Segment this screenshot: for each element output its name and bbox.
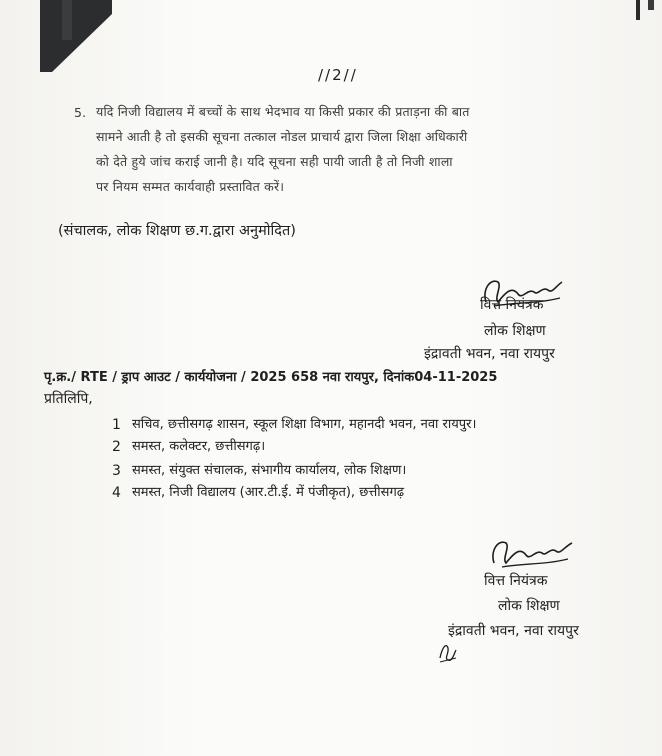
signature-2-address: इंद्रावती भवन, नवा रायपुर bbox=[448, 623, 579, 639]
signature-2-designation: वित्त नियंत्रक bbox=[484, 573, 548, 589]
paragraph-line: सामने आती है तो इसकी सूचना तत्काल नोडल प्राचार्य द्वारा जिला शिक्षा अधिकारी bbox=[96, 129, 468, 144]
signature-1-address: इंद्रावती भवन, नवा रायपुर bbox=[424, 346, 555, 362]
signature-1-office: लोक शिक्षण bbox=[484, 323, 546, 339]
recipient-number: 4 bbox=[112, 485, 121, 501]
paragraph-line: को देते हुये जांच कराई जानी है। यदि सूचना सही पायी जाती है तो निजी शाला bbox=[96, 154, 453, 169]
reference-line: पृ.क्र./ RTE / ड्राप आउट / कार्ययोजना / 2025 658 नवा रायपुर, दिनांक04-11-2025 bbox=[44, 370, 498, 385]
paragraph-line: यदि निजी विद्यालय में बच्चों के साथ भेदभाव या किसी प्रकार की प्रताड़ना की बात bbox=[96, 104, 470, 119]
paragraph-line: पर नियम सम्मत कार्यवाही प्रस्तावित करें। bbox=[96, 179, 285, 194]
scan-edge-mark bbox=[636, 0, 640, 20]
recipient-text: सचिव, छत्तीसगढ़ शासन, स्कूल शिक्षा विभाग, महानदी भवन, नवा रायपुर। bbox=[132, 417, 477, 432]
page-number: //2// bbox=[318, 66, 358, 84]
scan-edge-mark bbox=[648, 0, 654, 10]
signature-2 bbox=[484, 535, 578, 577]
recipient-text: समस्त, कलेक्टर, छत्तीसगढ़। bbox=[132, 439, 266, 454]
recipient-text: समस्त, निजी विद्यालय (आर.टी.ई. में पंजीकृत), छत्तीसगढ़ bbox=[132, 485, 405, 500]
recipient-text: समस्त, संयुक्त संचालक, संभागीय कार्यालय, लोक शिक्षण। bbox=[132, 463, 407, 478]
recipient-number: 3 bbox=[112, 463, 121, 479]
approval-note: (संचालक, लोक शिक्षण छ.ग.द्वारा अनुमोदित) bbox=[58, 223, 296, 239]
point-number: 5. bbox=[74, 105, 87, 120]
signature-1-designation: वित्त नियंत्रक bbox=[480, 297, 544, 313]
scan-shadow-corner bbox=[40, 0, 112, 72]
copy-label: प्रतिलिपि, bbox=[44, 391, 93, 407]
recipient-number: 2 bbox=[112, 439, 121, 455]
recipient-number: 1 bbox=[112, 417, 121, 433]
signature-2-office: लोक शिक्षण bbox=[498, 598, 560, 614]
initial-mark bbox=[436, 638, 460, 666]
